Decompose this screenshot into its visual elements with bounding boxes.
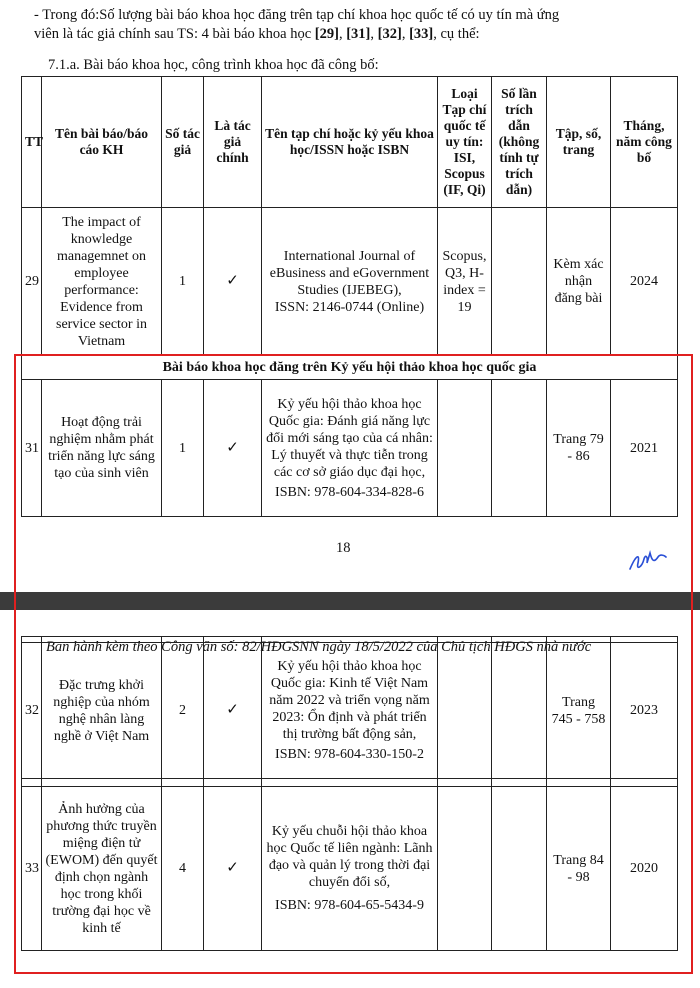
- row33-check-icon: ✓: [204, 787, 262, 951]
- header-type: Loại Tạp chí quốc tế uy tín: ISI, Scopus (IF, Qi): [438, 77, 492, 208]
- row32-year: 2023: [611, 643, 678, 779]
- row33-authors: 4: [162, 787, 204, 951]
- row29-tt: 29: [22, 208, 42, 356]
- row29-title: The impact of knowledge managemnet on employee performance: Evidence from service sector in Vietnam: [42, 208, 162, 356]
- intro-line-1: - Trong đó:Số lượng bài báo khoa học đăng trên tạp chí khoa học quốc tế có uy tín mà ứng: [34, 7, 560, 23]
- row33-journal-name: Kỷ yếu chuỗi hội thảo khoa học Quốc tế liên ngành: Lãnh đạo và quản lý trong thời đại chuyển đổi số,: [266, 824, 433, 890]
- section-national-label: Bài báo khoa học đăng trên Kỷ yếu hội thảo khoa học quốc gia: [22, 356, 678, 380]
- row32-journal: [262, 643, 438, 779]
- row33-volume: Trang 84 - 98: [547, 787, 611, 951]
- header-title: Tên bài báo/báo cáo KH: [42, 77, 162, 208]
- ref-29: [29]: [314, 26, 339, 42]
- row31-journal: [262, 380, 438, 517]
- row32-volume: Trang 745 - 758: [547, 643, 611, 779]
- row32-type: [438, 643, 492, 779]
- ref-31: [31]: [346, 26, 371, 42]
- row29-check-icon: ✓: [204, 208, 262, 356]
- row29-authors: 1: [162, 208, 204, 356]
- row32-check-icon: ✓: [204, 643, 262, 779]
- row29-journal: [262, 208, 438, 356]
- intro-line-2-text: viên là tác giả chính sau TS: 4 bài báo khoa học: [34, 26, 315, 42]
- header-year: Tháng, năm công bố: [611, 77, 678, 208]
- page-separator: [0, 592, 700, 610]
- row31-type: [438, 380, 492, 517]
- page-number: 18: [336, 540, 351, 556]
- table-row-spacer: [22, 779, 678, 787]
- table-header-row: [22, 77, 678, 208]
- section-row: [22, 356, 678, 380]
- row33-tt: 33: [22, 787, 42, 951]
- header-journal: Tên tạp chí hoặc kỷ yếu khoa học/ISSN hoặc ISBN: [262, 77, 438, 208]
- header-main-author: Là tác giả chính: [204, 77, 262, 208]
- row32-citations: [492, 643, 547, 779]
- intro-line-2: viên là tác giả chính sau TS: 4 bài báo khoa học [29], [31], [32], [33], cụ thể:: [34, 26, 480, 42]
- row31-authors: 1: [162, 380, 204, 517]
- row31-citations: [492, 380, 547, 517]
- header-tt: TT: [22, 77, 42, 208]
- row31-journal-name: Kỷ yếu hội thảo khoa học Quốc gia: Đánh giá năng lực đổi mới sáng tạo của cá nhân: Lý thuyết và thực tiễn trong các cơ sở giáo dục đại học,: [266, 396, 433, 480]
- row29-volume: Kèm xác nhận đăng bài: [547, 208, 611, 356]
- row32-authors: 2: [162, 643, 204, 779]
- intro-line-2-tail: , cụ thể:: [433, 26, 480, 42]
- table-row-31: [22, 380, 678, 517]
- row31-isbn: ISBN: 978-604-334-828-6: [275, 484, 424, 500]
- publications-table: [21, 76, 678, 517]
- publications-table-continued: [21, 636, 678, 951]
- section-title: 7.1.a. Bài báo khoa học, công trình khoa học đã công bố:: [48, 57, 379, 73]
- row29-year: 2024: [611, 208, 678, 356]
- row29-citations: [492, 208, 547, 356]
- header-citations: Số lần trích dẫn (không tính tự trích dẫn): [492, 77, 547, 208]
- row32-isbn: ISBN: 978-604-330-150-2: [275, 747, 424, 762]
- header-authors: Số tác giả: [162, 77, 204, 208]
- row33-citations: [492, 787, 547, 951]
- row31-tt: 31: [22, 380, 42, 517]
- table-row-32: [22, 643, 678, 779]
- row31-volume: Trang 79 - 86: [547, 380, 611, 517]
- intro-paragraph: [34, 6, 674, 44]
- row31-check-icon: ✓: [204, 380, 262, 517]
- row31-title: Hoạt động trải nghiệm nhằm phát triển năng lực sáng tạo của sinh viên: [42, 380, 162, 517]
- ref-32: [32]: [377, 26, 402, 42]
- ref-33: [33]: [409, 26, 434, 42]
- table-row-29: [22, 208, 678, 356]
- row33-year: 2020: [611, 787, 678, 951]
- row33-title: Ảnh hưởng của phương thức truyền miệng điện tử (EWOM) đến quyết định chọn ngành học trong khối trường đại học về kinh tế: [42, 787, 162, 951]
- header-volume: Tập, số, trang: [547, 77, 611, 208]
- row33-journal: [262, 787, 438, 951]
- row31-year: 2021: [611, 380, 678, 517]
- row29-journal-name: International Journal of eBusiness and eGovernment Studies (IJEBEG),: [269, 248, 430, 298]
- row32-title: Đặc trưng khởi nghiệp của nhóm nghệ nhân làng nghề ở Việt Nam: [42, 643, 162, 779]
- row32-journal-name: Kỷ yếu hội thảo khoa học Quốc gia: Kinh tế Việt Nam năm 2022 và triển vọng năm 2023: Ổn định và phát triển thị trường bất động sản,: [269, 659, 430, 742]
- row29-type: Scopus, Q3, H-index = 19: [438, 208, 492, 356]
- document-header: Ban hành kèm theo Công văn số: 82/HĐGSNN ngày 18/5/2022 của Chủ tịch HĐGS nhà nước: [46, 639, 592, 655]
- row33-isbn: ISBN: 978-604-65-5434-9: [275, 898, 424, 913]
- row32-tt: 32: [22, 643, 42, 779]
- row33-type: [438, 787, 492, 951]
- row29-issn: ISSN: 2146-0744 (Online): [274, 299, 425, 315]
- table-row-33: [22, 787, 678, 951]
- signature-mark: [626, 545, 670, 575]
